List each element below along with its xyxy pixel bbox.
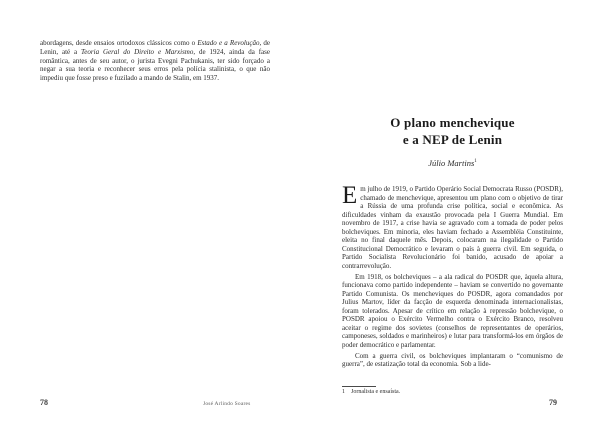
text-segment: , de Lenin, até a <box>40 39 271 56</box>
right-page-article <box>342 114 563 369</box>
footnote <box>342 389 400 395</box>
running-footer-author: José Arlindo Soares <box>203 401 251 407</box>
article-title <box>342 114 563 148</box>
footnote-divider <box>342 386 376 387</box>
book-title-estado-e-a-revolucao: Estado e a Revolução <box>197 39 260 47</box>
text-segment: abordagens, desde ensaios ortodoxos clássicos como o <box>40 39 198 47</box>
byline-footnote-mark: 1 <box>474 159 477 165</box>
drop-cap: E <box>342 182 358 209</box>
book-title-teoria-geral-do-direito: Teoria Geral do Direito e Marxismo <box>81 47 194 56</box>
paragraph-1-text: m julho de 1919, o Partido Operário Social Democrata Russo (POSDR), chamado de menchevique, apresentou um plano com o objetivo de tirar a Rússia de uma profunda crise política, social e econômica. As dificuldades vinham da exaustão provocada pela I Guerra Mundial. Em novembro de 1917, a crise havia se agravado com a tomada de poder pelos bolcheviques. Em minoria, eles haviam fechado a Assembléia Constituinte, eleita no final daquele mês. Depois, colocaram na ilegalidade o Partido Constitucional Democrático e levaram o país à guerra civil. Em seguida, o Partido Socialista Revolucionário foi banido, acusado de apoiar a contrarrevolução. <box>342 185 563 270</box>
page-number-right: 79 <box>549 398 557 407</box>
text-segment: , de 1924, ainda da fase romântica, antes de seu autor, o jurista Evegni Pachukanis, ter sido forçado a negar a sua teoria e reconhecer seus erros pela polícia stalinista, o que não impediu que fosse preso e fuzilado a mando de Stalin, em 1937. <box>40 47 270 83</box>
paragraph-3: Com a guerra civil, os bolcheviques implantaram o “comunismo de guerra”, de estatização total da economia. Sob a lide- <box>342 351 563 368</box>
paragraph-1 <box>342 182 563 270</box>
article-title-line1: O plano menchevique <box>390 115 515 130</box>
left-page-paragraph <box>40 39 270 83</box>
paragraph-2: Em 1918, os bolcheviques – a ala radical do POSDR que, àquela altura, funcionava como partido independente – haviam se convertido no governante Partido Comunista. Os mencheviques do POSDR, agora comandados por Julius Martov, líder da facção de esquerda denominada internacionalistas, foram tolerados. Apesar de crítico em relação à repressão bolchevique, o POSDR apoiou o Exército Vermelho contra o Exército Branco, resolveu aceitar o regime dos sovietes (conselhos de representantes de operários, camponeses, soldados e marinheiros) e lutar para transformá-los em órgãos de poder democrático e parlamentar. <box>342 272 563 349</box>
footnote-mark: 1 <box>342 389 345 395</box>
article-title-line2: e a NEP de Lenin <box>402 132 503 147</box>
footnote-text: Jornalista e ensaísta. <box>351 389 401 395</box>
byline <box>342 158 563 168</box>
article-body <box>342 182 563 369</box>
byline-author: Júlio Martins <box>428 158 475 168</box>
page-number-left: 78 <box>40 398 48 407</box>
